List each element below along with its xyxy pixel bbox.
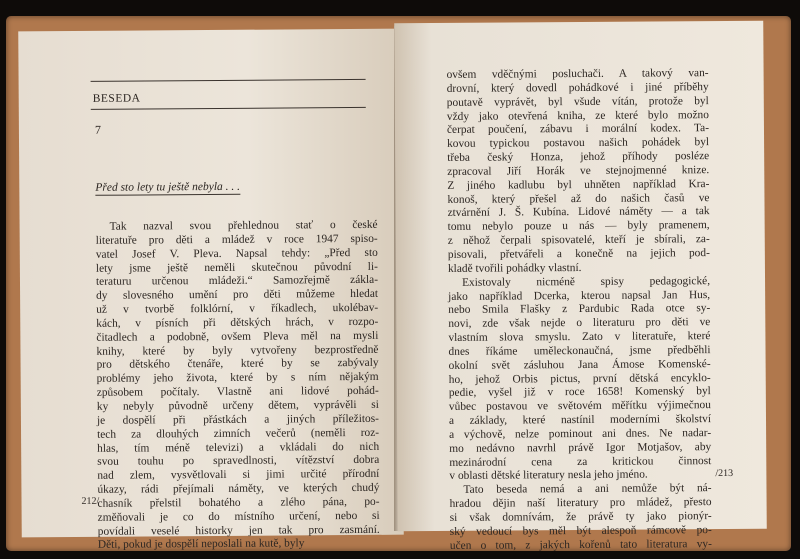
- left-text-line: vatel Josef V. Pleva. Napsal tehdy: „Před sto: [95, 246, 378, 261]
- right-text-line: z něhož čerpali spisovatelé, kteří je sbírali, za-: [447, 233, 710, 248]
- header-rule-top: [91, 79, 366, 82]
- right-text-line: ovšem vděčnými posluchači. A takový van-: [446, 67, 709, 81]
- left-text-line: pro dětského čtenáře, které by se zabývaly: [96, 357, 379, 372]
- right-text-line: Existovaly nicméně spisy pedagogické,: [462, 274, 711, 289]
- left-text-line: teraturu určenou mládeži.“ Samozřejmě zákla-: [95, 274, 379, 289]
- left-text-line: chasník přelstil bohatého a zlého pána, po-: [97, 495, 380, 510]
- right-text-line: ský vedoucí bys měl být alespoň rámcově po-: [449, 523, 712, 538]
- left-text-line: úkazy, rádi přejímali náměty, ve kterých chudý: [97, 481, 380, 496]
- left-text-line: Tak nazval svou přehlednou stať o české: [109, 218, 378, 233]
- right-text-line: ztvárnění J. Š. Kubína. Lidové náměty — a tak: [447, 205, 710, 220]
- right-text-line: mezinárodní cena za kritickou činnost: [449, 454, 712, 469]
- right-text-line: učen o tom, z jakých kořenů tato literatura vy-: [449, 537, 712, 552]
- right-page-body: [447, 67, 712, 553]
- left-text-line: čitadlech a podobně, ovšem Pleva měl na mysli: [96, 329, 379, 344]
- left-text-line: povídali veselé historky jen tak pro zasmání.: [97, 523, 380, 538]
- right-text-line: vlastním slova smyslu. Zato v literatuře, které: [448, 330, 711, 344]
- left-text-line: problémy jeho života, které by s ním nějakým: [96, 371, 379, 386]
- left-text-line: dy slovesného umění pro děti můžeme hledat: [96, 288, 379, 303]
- left-text-line: knihy, které by byly vytvořeny bezprostředně: [96, 343, 379, 358]
- page-number-left: 212/: [81, 495, 100, 507]
- running-header: BESEDA: [92, 92, 141, 105]
- left-text-line: nad zlem, vysvětlovali si jimi určité přírodní: [97, 468, 380, 482]
- right-text-line: novi, zde však nejde o literaturu pro děti ve: [448, 316, 711, 331]
- left-text-line: ky nebyly původně určeny dětem, vyprávěli si: [96, 398, 379, 413]
- left-text-line: hlas, tím méně televizi) a vkládali do nich: [97, 440, 380, 455]
- section-number: 7: [94, 122, 101, 137]
- right-text-line: kladě tvořili pohádky vlastní.: [447, 261, 582, 275]
- right-text-line: kovou typickou postavou našich pohádek byl: [447, 136, 710, 151]
- right-text-line: hradou dějin naší literatury pro mládež, přesto: [449, 496, 712, 511]
- left-page-body: [96, 219, 380, 553]
- right-text-line: dnes říkáme uměleckonaučná, jsme předběhli: [448, 343, 711, 358]
- right-text-line: poutavě vyprávět, byl všude vítán, protože byl: [446, 94, 709, 109]
- left-text-line: literatuře pro děti a mládež v roce 1947 spiso-: [95, 232, 378, 247]
- right-text-line: si však domnívám, že právě ty jako pionýr-: [449, 510, 712, 524]
- right-text-line: vždy jako otevřená kniha, ze které bylo možno: [446, 108, 709, 123]
- right-text-line: v oblasti dětské literatury nesla jeho jméno.: [449, 469, 648, 483]
- left-text-line: kách, v písních při dětských hrách, v rozpo-: [96, 315, 379, 330]
- right-text-line: nebo Smila Flašky z Pardubic Rada otce sy-: [448, 302, 711, 317]
- right-text-line: zpracoval Jiří Horák ve stejnojmenné knize.: [447, 164, 710, 178]
- left-text-line: způsobem počítaly. Vlastně ani lidové pohád-: [96, 384, 379, 399]
- header-rule-bottom: [91, 107, 366, 110]
- left-text-line: změňovali je co do místního určení, nebo si: [97, 509, 380, 524]
- right-text-line: drovní, který dovedl pohádkové i jiné příběhy: [446, 80, 709, 95]
- right-text-line: pisovali, přetvářeli a konečně na jejich pod-: [447, 247, 710, 261]
- left-text-line: lety jsme ještě neměli skutečnou původní li-: [95, 260, 378, 275]
- right-text-line: konoš, který přešel až do našich časů ve: [447, 191, 710, 206]
- left-text-line: Děti, pokud je dospělí neposlali na kutě, byly: [97, 537, 305, 552]
- left-text-line: svou touhu po spravedlnosti, vítězství dobra: [97, 454, 380, 469]
- left-text-line: je dospělí při přástkách a jiných příležitos-: [96, 412, 379, 427]
- right-text-line: okolní svět zásluhou Jana Ámose Komenské-: [448, 357, 711, 372]
- right-text-line: Z jiného kadlubu byl uhněten například Kra-: [447, 177, 710, 192]
- right-text-line: ho, jehož Orbis pictus, první dětská encyklo-: [448, 371, 711, 386]
- right-text-line: jako například Dcerka, kterou napsal Jan Hus,: [448, 288, 711, 303]
- section-heading: Před sto lety tu ještě nebyla . . .: [95, 180, 241, 194]
- left-page: [18, 29, 404, 552]
- left-text-line: tech za dlouhých zimních večerů (neměli roz-: [97, 426, 380, 441]
- right-page: [394, 21, 767, 552]
- right-text-line: třeba český Honza, jehož příhody posléze: [447, 150, 710, 164]
- page-number-right: /213: [715, 467, 734, 480]
- right-text-line: Tato beseda nemá a ani nemůže být ná-: [463, 482, 712, 497]
- right-text-line: pedie, vyšel již v roce 1658! Komenský byl: [448, 385, 711, 400]
- right-text-line: čerpat poučení, zábavu i morální kodex. Ta-: [446, 122, 710, 137]
- right-text-line: a základy, které nastínil moderními školství: [448, 413, 712, 428]
- right-text-line: vůbec postavou ve světovém měřítku výjimečnou: [448, 399, 711, 414]
- left-text-line: už v tvorbě folklórní, v říkadlech, ukolébav-: [96, 301, 379, 316]
- right-text-line: tomu nebylo pouze u nás — byly pramenem,: [447, 219, 710, 234]
- right-text-line: mo nedávno navrhl právě Igor Motjašov, aby: [449, 440, 712, 455]
- right-text-line: a výchově, nelze pominout ani dnes. Ne nadar-: [449, 427, 712, 441]
